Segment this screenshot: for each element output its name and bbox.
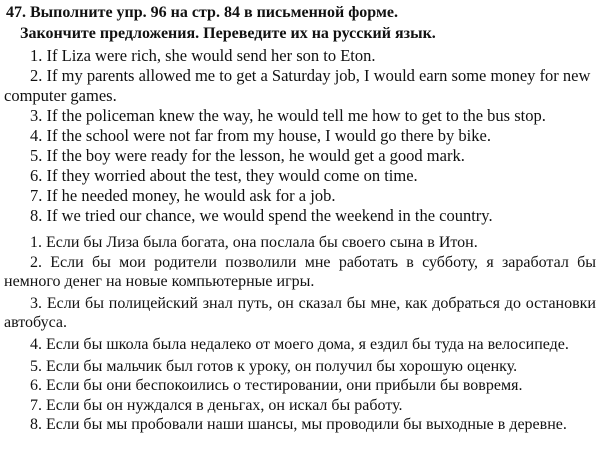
english-sentence-2: 2. If my parents allowed me to get a Saturday job, I would earn some money for new computer games. (4, 66, 591, 105)
russian-translation-7: 7. Если бы он нуждался в деньгах, он искал бы работу. (30, 396, 403, 414)
english-sentence-1: 1. If Liza were rich, she would send her son to Eton. (30, 46, 376, 65)
english-sentence-5: 5. If the boy were ready for the lesson, he would get a good mark. (30, 146, 465, 165)
russian-translation-2: 2. Если бы мои родители позволили мне работать в субботу, я заработал бы немного денег на новые компьютерные игры. (4, 253, 596, 291)
russian-translation-3: 3. Если бы полицейский знал путь, он сказал бы мне, как добраться до остановки автобуса. (4, 294, 596, 332)
english-sentence-8: 8. If we tried our chance, we would spend the weekend in the country. (30, 206, 493, 225)
exercise-title: 47. Выполните упр. 96 на стр. 84 в письменной форме. (6, 4, 398, 21)
english-sentence-list (4, 46, 596, 226)
russian-translation-5: 5. Если бы мальчик был готов к уроку, он получил бы хорошую оценку. (30, 357, 518, 375)
english-sentence-7: 7. If he needed money, he would ask for a job. (30, 186, 336, 205)
russian-translation-6: 6. Если бы они беспокоились о тестировании, они прибыли бы вовремя. (30, 377, 523, 395)
russian-translation-4: 4. Если бы школа была недалеко от моего дома, я ездил бы туда на велосипеде. (30, 335, 569, 353)
russian-translation-list (4, 233, 596, 435)
exercise-instruction: Закончите предложения. Переведите их на русский язык. (20, 25, 436, 42)
russian-translation-1: 1. Если бы Лиза была богата, она послала бы своего сына в Итон. (30, 234, 478, 251)
english-sentence-3: 3. If the policeman knew the way, he would tell me how to get to the bus stop. (30, 106, 546, 125)
russian-translation-8: 8. Если бы мы пробовали наши шансы, мы проводили бы выходные в деревне. (30, 416, 567, 434)
english-sentence-6: 6. If they worried about the test, they would come on time. (30, 166, 418, 185)
english-sentence-4: 4. If the school were not far from my house, I would go there by bike. (30, 126, 491, 145)
